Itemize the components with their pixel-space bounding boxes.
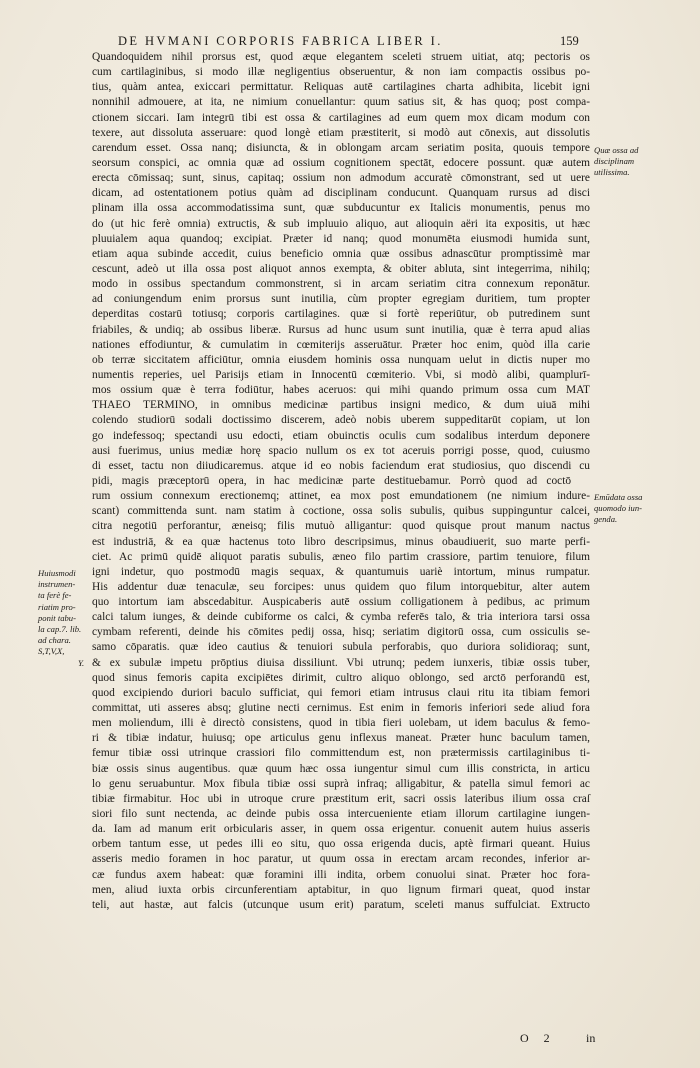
text-line: mos ossium quæ è terra fodiūtur, habes aceruos: qui mihi quando primum ossa cum MAT bbox=[92, 384, 590, 397]
main-text-block bbox=[92, 50, 592, 913]
text-line: scant) committenda sunt. nam statim à coctione, ossa solis subulis, quibus suppinguntur calcei, bbox=[92, 505, 590, 518]
text-line: di esset, tactu non diiudicaremus. atque id eo nobis faciendum erat studiosius, quo discendi cu bbox=[92, 459, 590, 472]
text-line: plinam illa ossa accommodatissima sunt, quæ subducuntur ex Italicis monumentis, penus mo bbox=[92, 202, 590, 215]
text-line: dicam, ad ostentationem potius quàm ad disciplinam conducunt. Quanquam rursus ad disci bbox=[92, 187, 590, 200]
text-line: quod sinus femoris capita excipiētes dirimit, cultro aliquo oblongo, sed arctō perforandū est, bbox=[92, 671, 590, 684]
text-line: tibiæ firmabitur. Hoc ubi in utroque crure præstitum erit, sacri ossis lateribus ilium ossa craſ bbox=[92, 792, 590, 805]
text-line: & ex subulæ impetu prōptius diuisa dissiliunt. Vbi utrunq; pedem iunxeris, tibiæ ossis tuber, bbox=[92, 656, 590, 669]
text-line: calci talum iunges, & deinde cubiforme os calci, & cymba referēs talo, & tria interiora tarsi ossa bbox=[92, 611, 590, 624]
margin-note-line: ta ferè fe- bbox=[38, 590, 72, 601]
text-line: friabiles, & undiq; ab ossibus liberæ. Rursus ad hunc usum sunt inutilia, quæ è terra apud alias bbox=[92, 323, 590, 336]
text-line: THAEO TERMINO, in omnibus medicinæ partibus insigni medico, & dum uiuā mihi bbox=[92, 399, 590, 412]
margin-note-line: ad chara. bbox=[38, 635, 71, 646]
margin-note-line: Quæ ossa ad bbox=[594, 145, 639, 155]
text-line: colendo studiorū sodali doctissimo discerem, adeò nobis uberem suppeditarūt copiam, ut lon bbox=[92, 414, 590, 427]
text-line: modo in ossibus spectandum commonstrent, si in arcam seriatim citra connexum reponātur. bbox=[92, 278, 590, 291]
text-line: nonnihil admouere, at ita, ne nimium conuellantur: quum satius sit, & has quoq; post compa- bbox=[92, 96, 590, 109]
text-line: carendum esset. Ossa nanq; disiuncta, & in oblongam arcam seriatim posita, quouis tempore bbox=[92, 141, 590, 154]
text-line: His addentur duæ tenaculæ, seu forcipes: unus quidem quo filum intorquebitur, alter autem bbox=[92, 580, 590, 593]
text-line: erecta cōmissaq; sunt, sinus, capitaq; ossium non admodum accuratè cōmonstrant, sed ut uere bbox=[92, 172, 590, 185]
text-line: cæ fundus axem habeat: quæ foramini illi indita, orbem conuolui sinat. Præter hoc fora- bbox=[92, 868, 590, 881]
text-line: cescunt, adeò ut illa ossa post aliquot annos exempta, & obiter abluta, sint integerrima, nihilq; bbox=[92, 262, 590, 275]
margin-note-line: utilissima. bbox=[594, 167, 630, 178]
margin-note-line: quomodo iun- bbox=[594, 503, 642, 514]
margin-note-emundata bbox=[594, 492, 642, 526]
folio-number: 159 bbox=[560, 34, 579, 48]
margin-note-line: instrumen- bbox=[38, 579, 76, 590]
margin-note-line: S,T,V,X, bbox=[38, 646, 65, 657]
text-line: ausi fuerimus, unius mediæ horę spacio nullum os ex tot aceruis porrigi posse, quod, cuiusmo bbox=[92, 444, 590, 457]
text-line: quod excipiendo duriori baculo sufficiat, qui femori etiam intrusus claui ritu ita tibiam femori bbox=[92, 686, 590, 699]
text-line: numentis reperies, uel Parisijs etiam in Innocentū cœmiterio. Vbi, si modò alibi, quamplurī- bbox=[92, 368, 590, 381]
text-line: teli, aut hastæ, aut falcis (utcunque usum erit) paratum, sceleti manus suffulciat. Extructo bbox=[92, 898, 590, 911]
text-line: lo genu seruabuntur. Mox fibula tibiæ ossi suprà infraq; alligabitur, & patella simul femori ac bbox=[92, 777, 590, 790]
margin-note-line: genda. bbox=[594, 514, 618, 525]
text-line: est industriā, & ea quæ hactenus toto libro descripsimus, minus obaudiuerit, suo marte perfi- bbox=[92, 535, 590, 548]
text-line: nationes effodiuntur, & cumulatim in cœmiterijs asseruātur. Præter hoc enim, quòd illa carie bbox=[92, 338, 590, 351]
text-line: cymbam referenti, deinde his cōmites pedij ossa, hisq; seriatim digitorū ossa, cum ossiculis se- bbox=[92, 626, 590, 639]
text-line: da. Iam ad manum erit orbicularis asser, in quem ossa erigentur. conuenit autem huius asseris bbox=[92, 823, 590, 836]
margin-note-line: Huiusmodi bbox=[38, 568, 76, 578]
text-line: texere, aut dissoluta asseruare: quod longè etiam præstiterit, si modò aut cōnexis, aut dissolutis bbox=[92, 126, 590, 139]
text-line: men, aliud iuxta orbis circunferentiam aptabitur, in quo lignum firmari queat, quod instar bbox=[92, 883, 590, 896]
text-line: citra negotiū perforantur, æneisq; filis mutuò alligantur: quod quisque prout manum nactus bbox=[92, 520, 590, 533]
text-line: ob terræ siccitatem afficiūtur, omnia eiusdem hominis ossa nunquam uelut in dictis nuper mo bbox=[92, 353, 590, 366]
text-line: etiam aqua subinde accedit, cuius beneficio omnia quæ ossibus adnascūtur promptissimè mar bbox=[92, 247, 590, 260]
text-line: rum ossium connexum erectionemq; attinet, ea mox post emundationem (ne nimium indure- bbox=[92, 490, 590, 503]
text-line: seorsum conspici, ac omnia quæ ad ossium cognitionem spectāt, edocere possunt. quæ autem bbox=[92, 156, 590, 169]
text-line: asseris medio foramen in hoc paratur, ut quum ossa in erectam arcam recondes, inferior ar- bbox=[92, 853, 590, 866]
running-title: DE HVMANI CORPORIS FABRICA LIBER I. bbox=[118, 34, 443, 48]
margin-note-instrumenta bbox=[38, 568, 84, 669]
text-line: ciet. Ac primū quidē aliquot paratis subulis, æneo filo partim crassiore, partim tenuiore, filum bbox=[92, 550, 590, 563]
margin-note-line: disciplinam bbox=[594, 156, 635, 167]
text-line: pidi, magis præceptorū opera, in hac medicinæ parte destituebamur. Porrò quod ad coctō bbox=[92, 474, 572, 487]
text-line: ad coniungendum enim prorsus sunt inutilia, cùm propter egregiam duritiem, tum propter bbox=[92, 293, 590, 306]
text-line: go indefessoq; spectandi usu edocti, etiam obuinctis oculis cum sodalibus interdum deponere bbox=[92, 429, 590, 442]
text-line: men moliendum, illi è directò consistens, quod in tibia fieri uolebam, ut idem baculus & femo- bbox=[92, 717, 590, 730]
margin-note-line: Y. bbox=[78, 657, 85, 668]
catchword: in bbox=[586, 1031, 596, 1045]
text-line: Quandoquidem nihil prorsus est, quod æque elegantem sceleti struem uitiat, atq; pectoris os bbox=[92, 51, 590, 63]
text-line: ctionem siccari. Iam integrū tibi est ossa & cartilagines ad eum quem mox dicam modum con bbox=[92, 111, 590, 124]
margin-note-disciplinam bbox=[594, 145, 638, 179]
text-line: biæ ossis sinus augentibus. quæ quum hæc ossa iungentur simul cum illis constricta, in articu bbox=[92, 762, 590, 775]
text-line: orbem tantum esse, ut pedes illi eo situ, quo ossa erigenda ducis, aptè firmari queant. Huius bbox=[92, 838, 590, 851]
text-line: ri & tibiæ indatur, huiusq; ope articulus genu inflexus maneat. Præter hunc baculum tamen, bbox=[92, 732, 590, 745]
text-line: samo cōparatis. quæ ideo cautius & tenuiori subula perforabis, quo duriora solidioraq; sunt, bbox=[92, 641, 590, 654]
margin-note-line: Emūdata ossa bbox=[594, 492, 643, 502]
text-line: committat, uti asseres absq; glutine necti cernimus. Est enim in femoris inferiori sede aliud fora bbox=[92, 702, 590, 715]
text-line: femur tibiæ ossi utrinque crassiori filo committendum est, non prætermissis cartilaginibus ti- bbox=[92, 747, 590, 760]
text-line: igni indetur, quo postmodū magis sequax, & quantumuis uariè intortum, minus rumpatur. bbox=[92, 565, 590, 578]
text-line: cum cartilaginibus, si modo illæ negligentius obseruentur, & non iam compactis ossibus po- bbox=[92, 66, 590, 79]
margin-note-line: ponit tabu- bbox=[38, 612, 76, 623]
text-line: tius, quàm antea, exiccari permittatur. Reliquas autē cartilagines charta adhibita, licebit igni bbox=[92, 81, 590, 94]
text-line: deperditas costarū totiusq; corporis cartilagines. quæ si fortè reperiūtur, ob putredinem sunt bbox=[92, 308, 590, 321]
text-line: pluuialem aqua quandoq; excipiat. Præter id nanq; quod monumēta eiusmodi humida sunt, bbox=[92, 232, 590, 245]
margin-note-line: la cap.7. lib. bbox=[38, 624, 82, 635]
text-line: do (ut hic ferè omnia) extructis, & sub impluuio aliquo, aut alioquin aëri ita expositis, ut hæc bbox=[92, 217, 590, 230]
text-line: quo intortum iam abscedabitur. Auspicaberis autē ossium colligationem à pedibus, ac primum bbox=[92, 596, 590, 609]
signature-mark: O 2 bbox=[520, 1031, 556, 1045]
margin-note-line: riatim pro- bbox=[38, 601, 76, 612]
text-line: siori filo sunt nectenda, ac deinde pubis ossa intercueniente etiam illorum cartilagine iungen- bbox=[92, 808, 590, 821]
